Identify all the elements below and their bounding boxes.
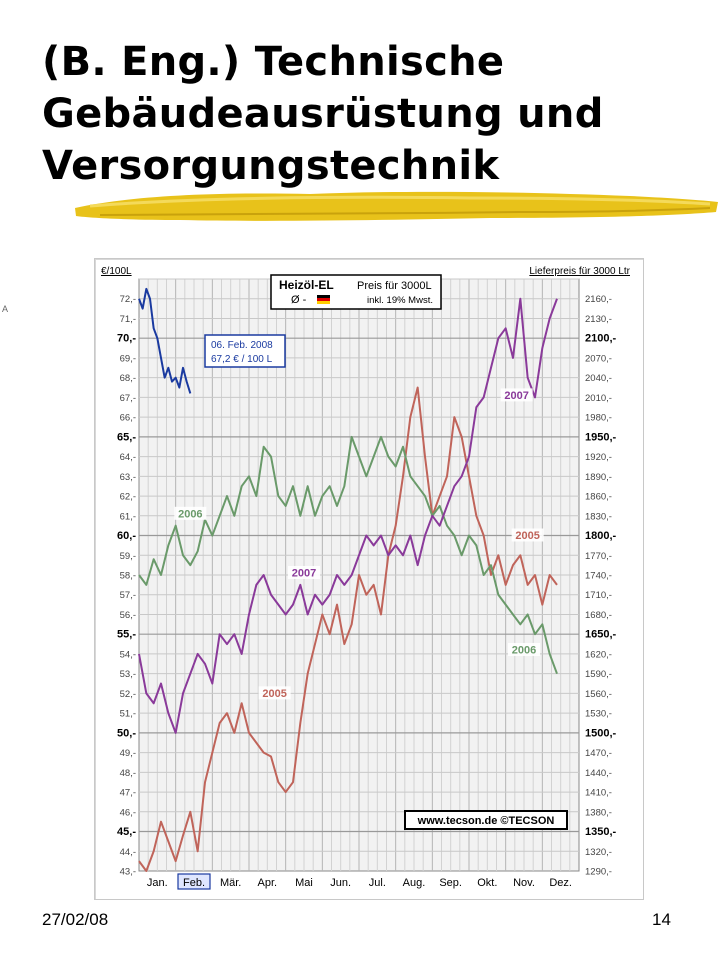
- left-tick-label: 66,-: [119, 412, 136, 424]
- month-label: Sep.: [439, 877, 462, 889]
- left-tick-label: 53,-: [119, 669, 136, 681]
- right-tick-label: 1320,-: [585, 846, 612, 858]
- right-tick-label: 1950,-: [585, 431, 617, 444]
- series-label: 2006: [178, 508, 203, 521]
- left-tick-label: 44,-: [119, 846, 136, 858]
- callout-price: 67,2 € / 100 L: [211, 354, 273, 365]
- right-tick-label: 1710,-: [585, 590, 612, 602]
- right-tick-label: 2100,-: [585, 332, 617, 345]
- left-tick-label: 50,-: [117, 727, 136, 740]
- yellow-brush-stroke: [70, 182, 720, 228]
- right-tick-label: 1860,-: [585, 491, 612, 503]
- page-number: 14: [652, 910, 671, 929]
- left-tick-label: 60,-: [117, 530, 136, 543]
- left-tick-label: 68,-: [119, 373, 136, 385]
- month-label: Dez.: [549, 877, 572, 889]
- left-tick-label: 61,-: [119, 511, 136, 523]
- left-tick-label: 56,-: [119, 609, 136, 621]
- right-tick-label: 1440,-: [585, 767, 612, 779]
- right-tick-label: 1500,-: [585, 727, 617, 740]
- right-tick-label: 1740,-: [585, 570, 612, 582]
- german-flag-red: [317, 298, 330, 301]
- title-line-3: Versorgungstechnik: [42, 143, 500, 189]
- right-tick-label: 1290,-: [585, 866, 612, 878]
- right-axis-unit: Lieferpreis für 3000 Ltr: [529, 266, 630, 277]
- left-tick-label: 45,-: [117, 826, 136, 839]
- callout-date: 06. Feb. 2008: [211, 340, 273, 351]
- left-tick-label: 58,-: [119, 570, 136, 582]
- right-tick-label: 1560,-: [585, 688, 612, 700]
- right-tick-label: 1470,-: [585, 748, 612, 760]
- left-axis-unit: €/100L: [101, 266, 132, 277]
- right-tick-label: 1410,-: [585, 787, 612, 799]
- month-label: Mär.: [219, 877, 242, 889]
- right-tick-label: 1350,-: [585, 826, 617, 839]
- right-tick-label: 1920,-: [585, 452, 612, 464]
- month-label: Jun.: [330, 877, 352, 889]
- chart-frame: [94, 258, 644, 900]
- right-tick-label: 1620,-: [585, 649, 612, 661]
- left-tick-label: 69,-: [119, 353, 136, 365]
- right-tick-label: 2160,-: [585, 294, 612, 306]
- series-label: 2007: [291, 567, 317, 580]
- series-label: 2007: [504, 389, 529, 402]
- left-tick-label: 52,-: [119, 688, 136, 700]
- left-tick-label: 59,-: [119, 550, 136, 562]
- left-tick-label: 57,-: [119, 590, 136, 602]
- right-tick-label: 2130,-: [585, 313, 612, 325]
- right-tick-label: 1800,-: [585, 530, 617, 543]
- series-label: 2005: [262, 687, 287, 700]
- left-tick-label: 55,-: [117, 628, 136, 641]
- month-label: Jul.: [368, 877, 386, 889]
- right-tick-label: 1530,-: [585, 708, 612, 720]
- left-tick-label: 67,-: [119, 392, 136, 404]
- left-tick-label: 72,-: [119, 294, 136, 306]
- month-label: Aug.: [402, 877, 426, 889]
- slide-mark: A: [2, 304, 9, 314]
- title-line-1: (B. Eng.) Technische: [42, 39, 505, 85]
- legend-price-note: Preis für 3000L: [357, 280, 432, 292]
- left-tick-label: 43,-: [119, 866, 136, 878]
- right-tick-label: 1380,-: [585, 807, 612, 819]
- month-label: Mai: [295, 877, 313, 889]
- right-tick-label: 2010,-: [585, 392, 612, 404]
- slide-title: [42, 36, 682, 192]
- right-tick-label: 1650,-: [585, 628, 617, 641]
- left-tick-label: 51,-: [119, 708, 136, 720]
- right-tick-label: 2040,-: [585, 373, 612, 385]
- left-tick-label: 65,-: [117, 431, 136, 444]
- legend-subtitle: Ø -: [291, 294, 307, 306]
- title-line-2: Gebäudeausrüstung und: [42, 91, 604, 137]
- left-tick-label: 48,-: [119, 767, 136, 779]
- right-tick-label: 1590,-: [585, 669, 612, 681]
- right-tick-label: 1680,-: [585, 609, 612, 621]
- month-label: Jan.: [146, 877, 168, 889]
- left-tick-label: 71,-: [119, 313, 136, 325]
- left-tick-label: 49,-: [119, 748, 136, 760]
- german-flag-gold: [317, 301, 330, 304]
- left-tick-label: 46,-: [119, 807, 136, 819]
- left-tick-label: 62,-: [119, 491, 136, 503]
- german-flag-black: [317, 295, 330, 298]
- heating-oil-price-chart: [95, 259, 643, 899]
- left-tick-label: 63,-: [119, 471, 136, 483]
- month-label: Nov.: [513, 877, 535, 889]
- left-tick-label: 64,-: [119, 452, 136, 464]
- right-tick-label: 1770,-: [585, 550, 612, 562]
- right-tick-label: 1980,-: [585, 412, 612, 424]
- legend-title: Heizöl-EL: [279, 278, 334, 292]
- series-label: 2005: [515, 530, 540, 543]
- series-label: 2006: [511, 644, 537, 657]
- left-tick-label: 47,-: [119, 787, 136, 799]
- footer-date: 27/02/08: [42, 910, 109, 929]
- left-tick-label: 70,-: [117, 332, 136, 345]
- month-label: Feb.: [182, 877, 206, 889]
- left-tick-label: 54,-: [119, 649, 136, 661]
- source-label: www.tecson.de ©TECSON: [417, 815, 555, 827]
- legend-tax-note: inkl. 19% Mwst.: [367, 295, 433, 306]
- month-label: Apr.: [257, 877, 278, 889]
- right-tick-label: 1830,-: [585, 511, 612, 523]
- right-tick-label: 1890,-: [585, 471, 612, 483]
- month-label: Okt.: [477, 877, 498, 889]
- right-tick-label: 2070,-: [585, 353, 612, 365]
